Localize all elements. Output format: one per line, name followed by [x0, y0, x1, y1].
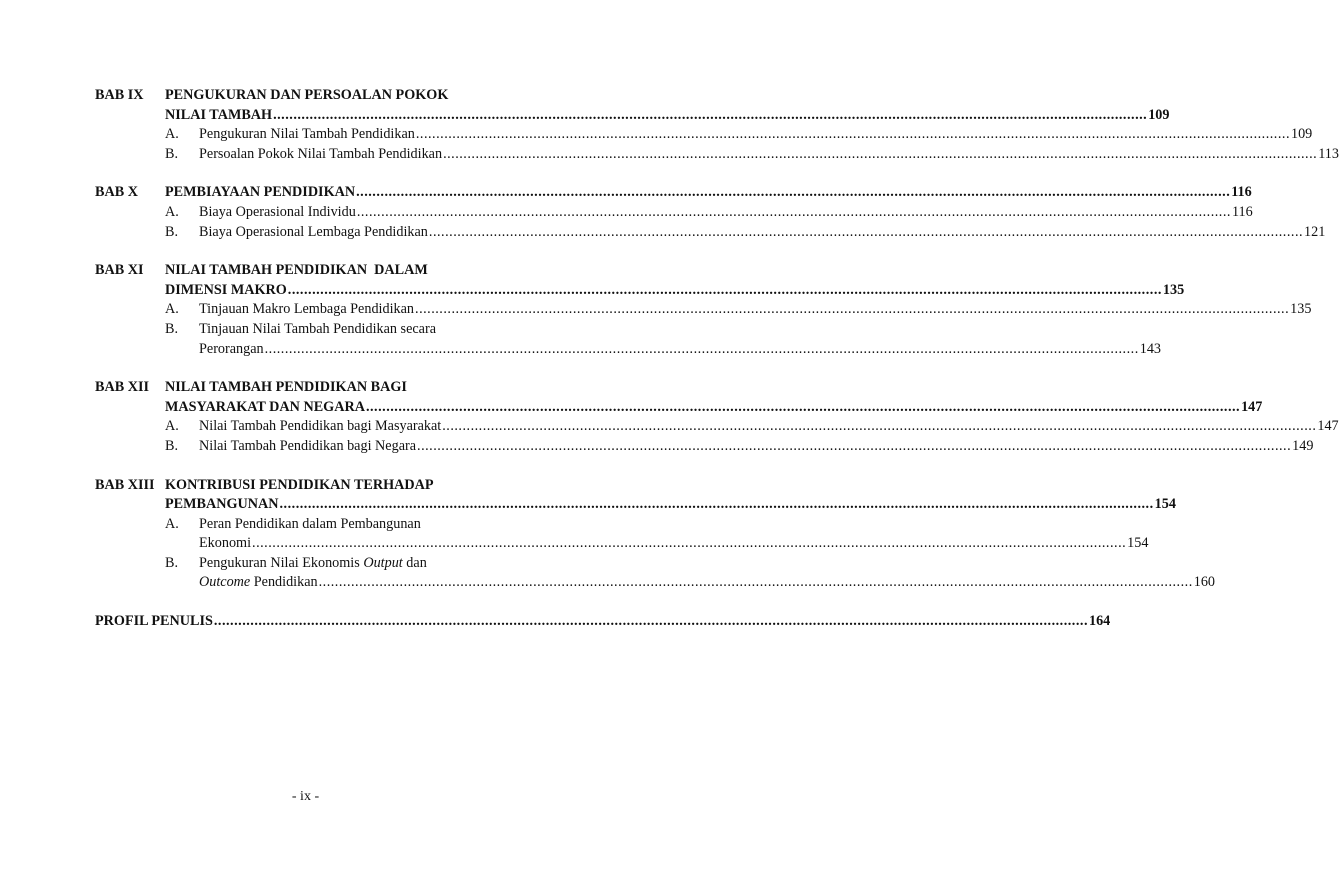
- section-title: Persoalan Pokok Nilai Tambah Pendidikan: [199, 145, 443, 162]
- section-title-cont: Perorangan: [199, 340, 264, 357]
- section-entry-cont[interactable]: [95, 340, 1162, 360]
- dot-leader: [357, 203, 1231, 223]
- dot-leader: [356, 183, 1230, 203]
- chapter-bab-xi: [95, 261, 1312, 359]
- section-entry[interactable]: [95, 300, 1312, 320]
- section-entry[interactable]: [95, 203, 1253, 223]
- section-title-italic: Outcome: [199, 574, 251, 591]
- dot-leader: [214, 612, 1088, 632]
- chapter-number: BAB X: [95, 184, 138, 201]
- section-title-part: Pendidikan: [250, 574, 318, 591]
- chapter-title: NILAI TAMBAH PENDIDIKAN DALAM: [165, 262, 428, 279]
- dot-leader: [280, 495, 1154, 515]
- section-entry[interactable]: [95, 145, 1339, 165]
- section-entry[interactable]: [95, 554, 517, 574]
- section-letter: B.: [165, 223, 179, 240]
- page-number: 143: [1139, 340, 1162, 357]
- section-title-italic: Output: [363, 554, 403, 571]
- page-number: 135: [1290, 301, 1312, 318]
- section-title: Nilai Tambah Pendidikan bagi Masyarakat: [199, 418, 442, 435]
- profil-entry[interactable]: [95, 612, 1111, 632]
- section-entry[interactable]: [95, 515, 517, 535]
- chapter-number: BAB XIII: [95, 476, 155, 493]
- section-title-part: Pengukuran Nilai Ekonomis: [199, 554, 364, 571]
- page-number: 147: [1241, 398, 1263, 415]
- dot-leader: [429, 223, 1303, 243]
- chapter-bab-xiii: [95, 476, 1216, 594]
- dot-leader: [319, 573, 1193, 593]
- section-letter: B.: [165, 437, 179, 454]
- chapter-title-entry[interactable]: [165, 183, 1252, 203]
- section-entry[interactable]: [95, 417, 1339, 437]
- section-title: Tinjauan Makro Lembaga Pendidikan: [199, 301, 415, 318]
- section-entry-cont[interactable]: [95, 573, 1216, 593]
- dot-leader: [442, 417, 1316, 437]
- chapter-title-cont: MASYARAKAT DAN NEGARA: [165, 398, 365, 415]
- section-entry-cont[interactable]: [95, 534, 1149, 554]
- section-letter: A.: [165, 203, 179, 220]
- chapter-title-entry[interactable]: [165, 495, 1176, 515]
- section-letter: B.: [165, 320, 179, 337]
- chapter-title-entry[interactable]: [165, 398, 1263, 418]
- table-of-contents: [95, 86, 1339, 651]
- page-number: 154: [1154, 496, 1176, 513]
- page-number: 116: [1231, 203, 1253, 220]
- section-letter: A.: [165, 515, 179, 532]
- section-title-cont: [199, 573, 318, 593]
- section-title: Biaya Operasional Individu: [199, 203, 356, 220]
- section-entry[interactable]: [95, 223, 1326, 243]
- page-number: 121: [1304, 223, 1326, 240]
- dot-leader: [366, 398, 1240, 418]
- profil-penulis: [95, 612, 1111, 632]
- page-number: 149: [1292, 437, 1314, 454]
- dot-leader: [252, 534, 1126, 554]
- page-number: 109: [1148, 106, 1170, 123]
- page-number: 160: [1193, 574, 1216, 591]
- page-number: 135: [1162, 281, 1185, 298]
- chapter-bab-x: [95, 183, 1326, 242]
- page-number: 109: [1290, 126, 1313, 143]
- dot-leader: [417, 437, 1291, 457]
- section-letter: B.: [165, 145, 179, 162]
- section-letter: A.: [165, 418, 179, 435]
- page-number: 164: [1088, 613, 1111, 630]
- chapter-title: PEMBIAYAAN PENDIDIKAN: [165, 184, 356, 201]
- section-title: Biaya Operasional Lembaga Pendidikan: [199, 223, 428, 240]
- dot-leader: [416, 125, 1290, 145]
- section-title: [199, 554, 517, 574]
- chapter-title-cont: DIMENSI MAKRO: [165, 281, 287, 298]
- chapter-title-cont: PEMBANGUNAN: [165, 496, 279, 513]
- section-entry[interactable]: [95, 437, 1314, 457]
- chapter-bab-xii: [95, 378, 1339, 456]
- chapter-title: NILAI TAMBAH PENDIDIKAN BAGI: [165, 379, 407, 396]
- section-title: Nilai Tambah Pendidikan bagi Negara: [199, 437, 417, 454]
- page-number: 113: [1318, 145, 1339, 162]
- page-number: 147: [1317, 418, 1339, 435]
- section-title: Peran Pendidikan dalam Pembangunan: [199, 515, 421, 532]
- page-number: 154: [1127, 535, 1149, 552]
- dot-leader: [288, 281, 1162, 301]
- section-entry[interactable]: [95, 125, 1313, 145]
- chapter-title: KONTRIBUSI PENDIDIKAN TERHADAP: [165, 476, 434, 493]
- page-number: 116: [1231, 184, 1252, 201]
- chapter-title-entry[interactable]: [165, 281, 1185, 301]
- section-letter: B.: [165, 554, 179, 571]
- section-letter: A.: [165, 126, 179, 143]
- section-entry[interactable]: [95, 320, 517, 340]
- chapter-number: BAB IX: [95, 87, 144, 103]
- chapter-title: PENGUKURAN DAN PERSOALAN POKOK: [165, 87, 449, 103]
- section-title-cont: Ekonomi: [199, 535, 252, 552]
- profil-title: PROFIL PENULIS: [95, 613, 213, 630]
- dot-leader: [273, 106, 1147, 126]
- section-title-part: dan: [402, 554, 427, 571]
- section-letter: A.: [165, 301, 179, 318]
- dot-leader: [415, 300, 1289, 320]
- chapter-number: BAB XII: [95, 379, 150, 396]
- section-title: Pengukuran Nilai Tambah Pendidikan: [199, 126, 415, 143]
- section-title: Tinjauan Nilai Tambah Pendidikan secara: [199, 320, 436, 337]
- chapter-title-cont: NILAI TAMBAH: [165, 106, 273, 123]
- chapter-number: BAB XI: [95, 262, 144, 279]
- page-footer-number: - ix -: [291, 789, 320, 804]
- dot-leader: [265, 340, 1139, 360]
- chapter-title-entry[interactable]: [165, 106, 1170, 126]
- dot-leader: [443, 145, 1317, 165]
- chapter-bab-ix: [95, 86, 1339, 164]
